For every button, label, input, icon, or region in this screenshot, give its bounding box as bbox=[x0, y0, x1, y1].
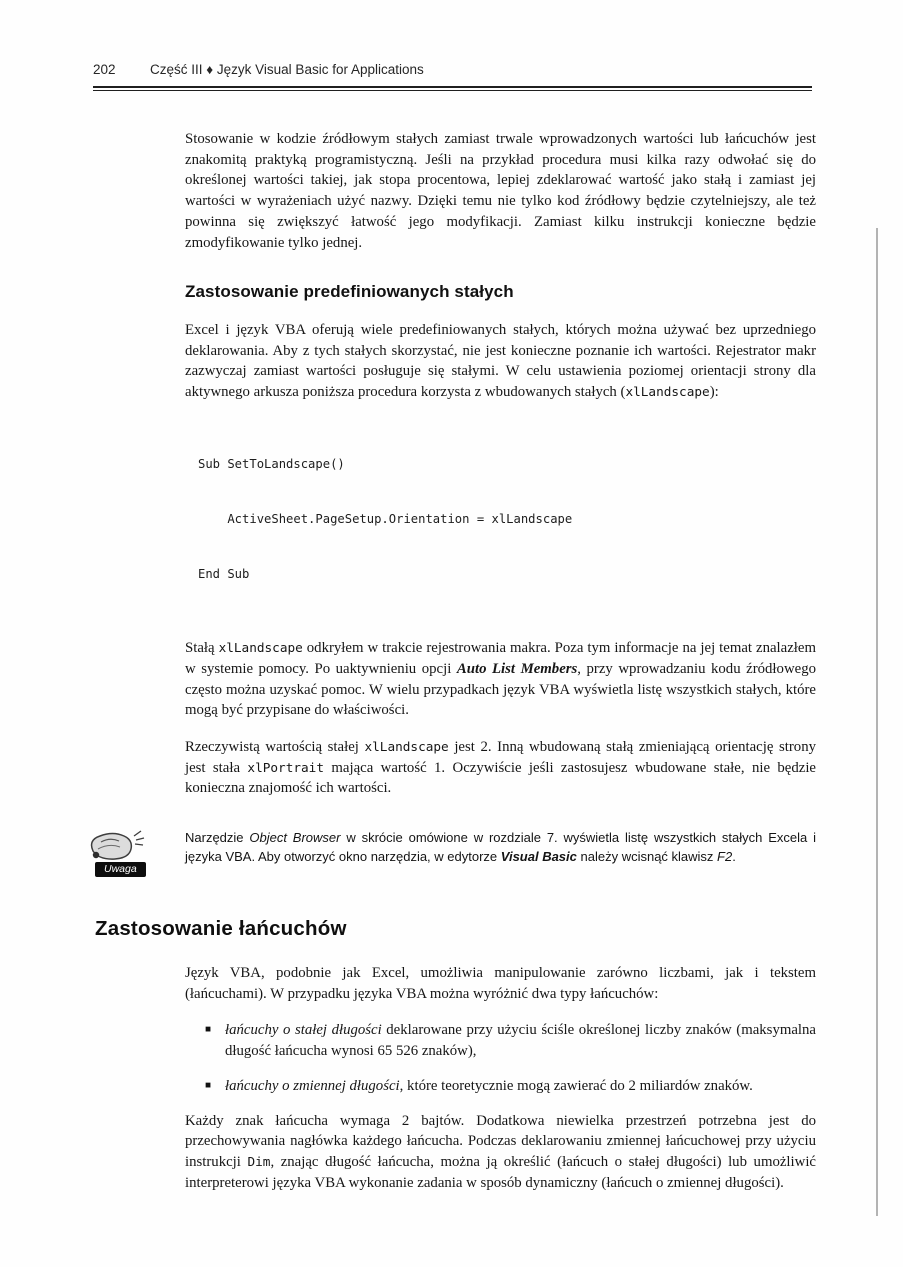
note-text: Narzędzie Object Browser w skrócie omówione w rozdziale 7. wyświetla listę wszystkich stałych Excela i języka VBA. Aby otworzyć okno narzędzia, w edytorze Visual Basic należy wcisnąć klawisz F2. bbox=[185, 830, 816, 864]
text-column bbox=[185, 963, 816, 1193]
text-column bbox=[185, 129, 816, 799]
section-heading-predefined-constants: Zastosowanie predefiniowanych stałych bbox=[185, 282, 514, 302]
running-head-title: Część III ♦ Język Visual Basic for Applications bbox=[150, 62, 424, 77]
paragraph: Język VBA, podobnie jak Excel, umożliwia manipulowanie zarówno liczbami, jak i tekstem (łańcuchami). W przypadku języka VBA można wyróżnić dwa typy łańcuchów: bbox=[185, 965, 816, 1002]
scan-edge-line bbox=[876, 228, 878, 1216]
paragraph-intro: Stosowanie w kodzie źródłowym stałych zamiast trwale wprowadzonych wartości lub łańcuchów jest znakomitą praktyką programistyczną. Jeśli na przykład procedura musi kilka razy odwołać się do określonej wartości takiej, jak stopa procentowa, lepiej zdeklarować wartość jako stałą i zamiast jej wartości w wyrażeniach użyć nazwy. Dzięki temu nie tylko kod źródłowy będzie czytelniejszy, ale też powinna się zwiększyć łatwość jego modyfikacji. Zamiast kilku instrukcji konieczne będzie zmodyfikowanie tylko jednej. bbox=[185, 131, 816, 251]
paragraph: Stałą xlLandscape odkryłem w trakcie rejestrowania makra. Poza tym informacje na jej temat znalazłem w systemie pomocy. Po uaktywnieniu opcji Auto List Members, przy wprowadzaniu kodu źródłowego często można uzyskać pomoc. W wielu przypadkach język VBA wyświetla listę wszystkich stałych, które mogą być przypisane do właściwości. bbox=[185, 640, 816, 719]
list-item bbox=[205, 1076, 816, 1097]
code-block bbox=[198, 419, 816, 620]
note-block bbox=[85, 827, 816, 879]
code-line: Sub SetToLandscape() bbox=[198, 457, 345, 472]
bullet-text: łańcuchy o zmiennej długości, które teoretycznie mogą zawierać do 2 miliardów znaków. bbox=[225, 1077, 753, 1094]
bullet-square-icon: ■ bbox=[205, 1024, 212, 1036]
running-head bbox=[0, 0, 903, 77]
paragraph: Excel i język VBA oferują wiele predefiniowanych stałych, których można używać bez uprzedniego deklarowania. Aby z tych stałych skorzystać, nie jest konieczne poznanie ich wartości. Rejestrator makr zazwyczaj zamiast wartości posługuje się stałymi. W celu ustawienia poziomej orientacji strony dla aktywnego arkusza poniższa procedura korzysta z wbudowanych stałych (xlLandscape): bbox=[185, 322, 816, 401]
header-rule bbox=[93, 86, 812, 91]
bullet-list bbox=[185, 1020, 816, 1096]
page-number: 202 bbox=[93, 62, 116, 77]
paragraph: Każdy znak łańcucha wymaga 2 bajtów. Dodatkowa niewielka przestrzeń potrzebna jest do przechowywania nagłówka każdego łańcucha. Podczas deklarowaniu zmiennej łańcuchowej przy użyciu instrukcji Dim, znając długość łańcucha, można ją określić (łańcuch o stałej długości) lub umożliwić interpreterowi języka VBA wykonanie zadania w sposób dynamiczny (łańcuch o zmiennej długości). bbox=[185, 1112, 817, 1191]
code-line: End Sub bbox=[198, 567, 250, 582]
bullet-text: łańcuchy o stałej długości deklarowane przy użyciu ściśle określonej liczby znaków (maksymalna długość łańcucha wynosi 65 526 znaków), bbox=[225, 1022, 816, 1060]
note-label-badge: Uwaga bbox=[95, 862, 146, 877]
section-heading-strings: Zastosowanie łańcuchów bbox=[95, 917, 347, 941]
list-item bbox=[205, 1020, 816, 1061]
note-icon bbox=[85, 827, 185, 879]
bullet-square-icon: ■ bbox=[205, 1079, 212, 1091]
code-line: ActiveSheet.PageSetup.Orientation = xlLandscape bbox=[198, 512, 573, 527]
paragraph: Rzeczywistą wartością stałej xlLandscape jest 2. Inną wbudowaną stałą zmieniającą orientację strony jest stała xlPortrait mająca wartość 1. Oczywiście jeśli zastosujesz wbudowane stałe, nie będzie konieczna znajomość ich wartości. bbox=[185, 738, 817, 797]
